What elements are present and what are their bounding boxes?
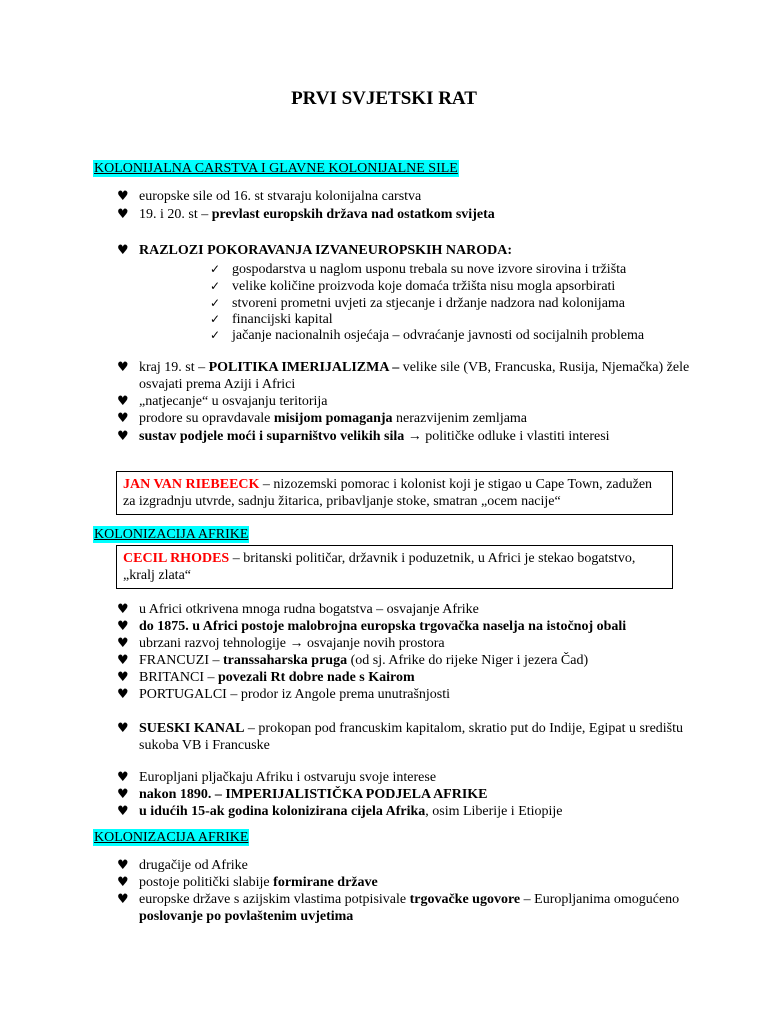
check-item: ✓ velike količine proizvoda koje domaća tržišta nisu mogla apsorbirati <box>210 279 616 294</box>
heart-icon: ♥ <box>117 787 129 802</box>
check-item: ✓ jačanje nacionalnih osjećaja – odvraćanje javnosti od socijalnih problema <box>210 328 645 343</box>
heart-icon: ♥ <box>117 189 129 204</box>
info-box-riebeeck: JAN VAN RIEBEECK – nizozemski pomorac i kolonist koji je stigao u Cape Town, zadužen za izgradnju utvrde, sadnju žitarica, pribavljanje stoke, smatran „ocem nacije“ <box>116 471 673 515</box>
list-item: ♥ drugačije od Afrike <box>117 858 248 873</box>
list-item: ♥ RAZLOZI POKORAVANJA IZVANEUROPSKIH NARODA: <box>117 243 513 258</box>
heart-icon: ♥ <box>117 892 129 907</box>
heart-icon: ♥ <box>117 394 129 409</box>
heart-icon: ♥ <box>117 411 129 426</box>
heart-icon: ♥ <box>117 602 129 617</box>
list-item: ♥ „natjecanje“ u osvajanju teritorija <box>117 394 328 409</box>
heart-icon: ♥ <box>117 721 129 736</box>
list-item: ♥ Europljani pljačkaju Afriku i ostvaruju svoje interese <box>117 770 437 785</box>
heart-icon: ♥ <box>117 670 129 685</box>
heart-icon: ♥ <box>117 687 129 702</box>
checkmark-icon: ✓ <box>210 312 221 326</box>
heart-icon: ♥ <box>117 429 129 444</box>
list-item: ♥ prodore su opravdavale misijom pomaganja nerazvijenim zemljama <box>117 411 528 426</box>
arrow-right-icon: → <box>289 636 304 651</box>
list-item: ♥ u idućih 15-ak godina kolonizirana cijela Afrika, osim Liberije i Etiopije <box>117 804 563 819</box>
page-title: PRVI SVJETSKI RAT <box>291 88 477 109</box>
heart-icon: ♥ <box>117 360 129 375</box>
list-item: ♥ sustav podjele moći i suparništvo velikih sila → političke odluke i vlastiti interesi <box>117 429 610 444</box>
list-item: ♥ europske sile od 16. st stvaraju kolonijalna carstva <box>117 189 422 204</box>
heart-icon: ♥ <box>117 243 129 258</box>
heart-icon: ♥ <box>117 653 129 668</box>
section-heading-colonization-africa: KOLONIZACIJA AFRIKE <box>94 527 249 542</box>
list-item: ♥ kraj 19. st – POLITIKA IMERIJALIZMA – velike sile (VB, Francuska, Rusija, Njemačka) žele osvajati prema Aziji i Africi <box>117 360 690 392</box>
checkmark-icon: ✓ <box>210 328 221 342</box>
section-heading-colonial-empires: KOLONIJALNA CARSTVA I GLAVNE KOLONIJALNE SILE <box>94 161 458 176</box>
heart-icon: ♥ <box>117 636 129 651</box>
check-item: ✓ financijski kapital <box>210 312 333 327</box>
section-heading-colonization-asia: KOLONIZACIJA AFRIKE <box>94 830 249 845</box>
checkmark-icon: ✓ <box>210 279 221 293</box>
heart-icon: ♥ <box>117 858 129 873</box>
heart-icon: ♥ <box>117 619 129 634</box>
list-item: ♥ SUESKI KANAL – prokopan pod francuskim kapitalom, skratio put do Indije, Egipat u središtu sukoba VB i Francuske <box>117 721 684 753</box>
list-item: ♥ BRITANCI – povezali Rt dobre nade s Kairom <box>117 670 415 685</box>
check-item: ✓ stvoreni prometni uvjeti za stjecanje i držanje nadzora nad kolonijama <box>210 296 626 311</box>
list-item: ♥ europske države s azijskim vlastima potpisivale trgovačke ugovore – Europljanima omogućeno poslovanje po povlaštenim uvjetima <box>117 892 680 924</box>
list-item: ♥ 19. i 20. st – prevlast europskih država nad ostatkom svijeta <box>117 207 495 222</box>
heart-icon: ♥ <box>117 770 129 785</box>
heart-icon: ♥ <box>117 804 129 819</box>
list-item: ♥ PORTUGALCI – prodor iz Angole prema unutrašnjosti <box>117 687 451 702</box>
list-item: ♥ nakon 1890. – IMPERIJALISTIČKA PODJELA AFRIKE <box>117 787 488 802</box>
list-item: ♥ ubrzani razvoj tehnologije → osvajanje novih prostora <box>117 636 445 651</box>
checkmark-icon: ✓ <box>210 296 221 310</box>
list-item: ♥ do 1875. u Africi postoje malobrojna europska trgovačka naselja na istočnoj obali <box>117 619 627 634</box>
heart-icon: ♥ <box>117 875 129 890</box>
list-item: ♥ u Africi otkrivena mnoga rudna bogatstva – osvajanje Afrike <box>117 602 479 617</box>
info-box-rhodes: CECIL RHODES – britanski političar, državnik i poduzetnik, u Africi je stekao bogatstvo, „kralj zlata“ <box>116 545 673 589</box>
heart-icon: ♥ <box>117 207 129 222</box>
list-item: ♥ FRANCUZI – transsaharska pruga (od sj. Afrike do rijeke Niger i jezera Čad) <box>117 653 589 668</box>
list-item: ♥ postoje politički slabije formirane države <box>117 875 378 890</box>
checkmark-icon: ✓ <box>210 262 221 276</box>
check-item: ✓ gospodarstva u naglom usponu trebala su nove izvore sirovina i tržišta <box>210 262 627 277</box>
